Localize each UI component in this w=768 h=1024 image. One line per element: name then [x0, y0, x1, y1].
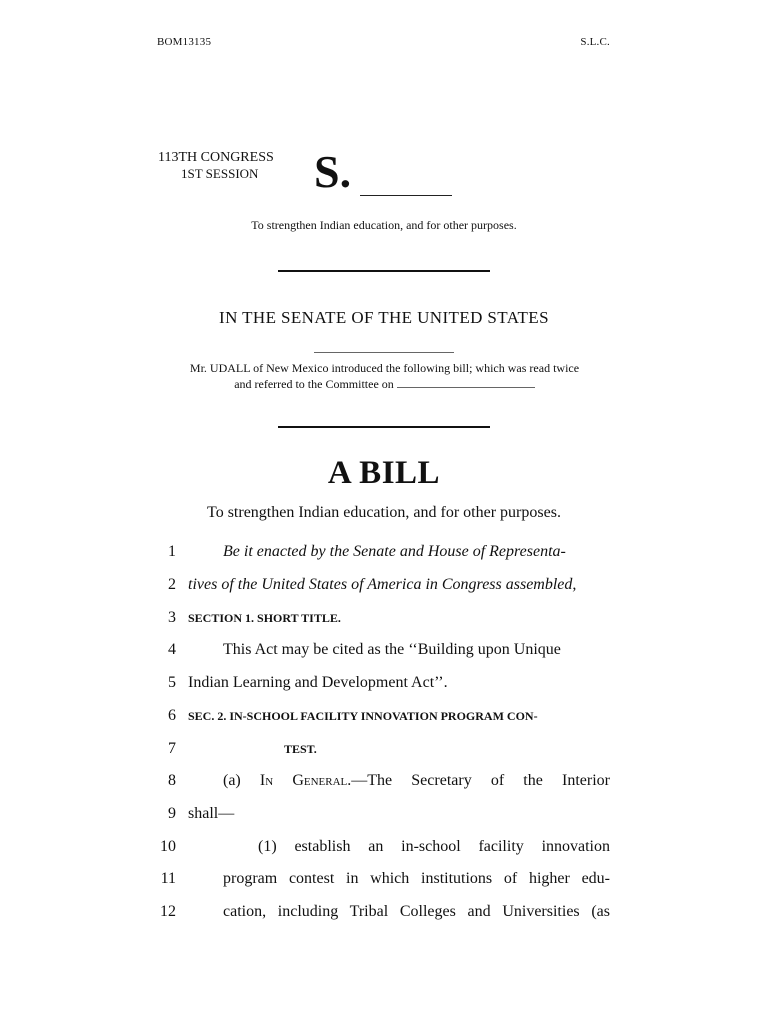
line-number: 1: [168, 543, 176, 560]
line-number: 4: [168, 641, 176, 658]
section-heading-continued: TEST.: [284, 742, 317, 756]
line-number: 8: [168, 772, 176, 789]
divider-rule-bottom: [278, 426, 490, 428]
line-number: 7: [168, 740, 176, 757]
line-text: tives of the United States of America in Congress assembled,: [188, 576, 577, 593]
line-number: 2: [168, 576, 176, 593]
line-number: 11: [160, 870, 176, 887]
session-label: 1ST SESSION: [181, 166, 259, 181]
line-text: (a) In General.—The Secretary of the Interior: [223, 772, 610, 789]
line-text: (1) establish an in-school facility innovation: [258, 838, 610, 855]
section-heading: SECTION 1. SHORT TITLE.: [188, 611, 341, 625]
line-text: cation, including Tribal Colleges and Universities (as: [223, 903, 610, 920]
chamber-heading: IN THE SENATE OF THE UNITED STATES: [219, 308, 549, 327]
line-number: 9: [168, 805, 176, 822]
divider-rule-top: [278, 270, 490, 272]
line-text: Indian Learning and Development Act’’.: [188, 674, 448, 691]
bill-prefix: S.: [314, 146, 352, 197]
section-heading: SEC. 2. IN-SCHOOL FACILITY INNOVATION PROGRAM CON-: [188, 709, 538, 723]
line-text: program contest in which institutions of higher edu-: [223, 870, 610, 887]
introduction-line-2: [157, 376, 612, 392]
line-text: shall—: [188, 805, 235, 822]
line-number: 10: [160, 838, 176, 855]
bill-heading: A BILL: [327, 455, 441, 491]
line-number: 6: [168, 707, 176, 724]
bill-purpose: To strengthen Indian education, and for other purposes.: [207, 504, 561, 521]
introduction-text: [157, 360, 612, 392]
short-purpose: To strengthen Indian education, and for other purposes.: [251, 218, 517, 232]
introduction-line-1: Mr. UDALL of New Mexico introduced the following bill; which was read twice: [189, 361, 580, 375]
line-text: Be it enacted by the Senate and House of Representa-: [223, 543, 566, 560]
slc-label: S.L.C.: [580, 36, 610, 48]
congress-label: [158, 150, 274, 166]
bill-number-blank: [360, 195, 452, 196]
committee-blank: [397, 377, 535, 388]
introduction-line-2-text: and referred to the Committee on: [234, 377, 394, 391]
document-id: BOM13135: [157, 36, 212, 48]
divider-short: [314, 352, 454, 353]
line-number: 5: [168, 674, 176, 691]
line-number: 3: [168, 609, 176, 626]
line-number: 12: [160, 903, 176, 920]
congress-text: 113TH CONGRESS: [158, 150, 274, 165]
line-text: This Act may be cited as the ‘‘Building upon Unique: [223, 641, 561, 658]
